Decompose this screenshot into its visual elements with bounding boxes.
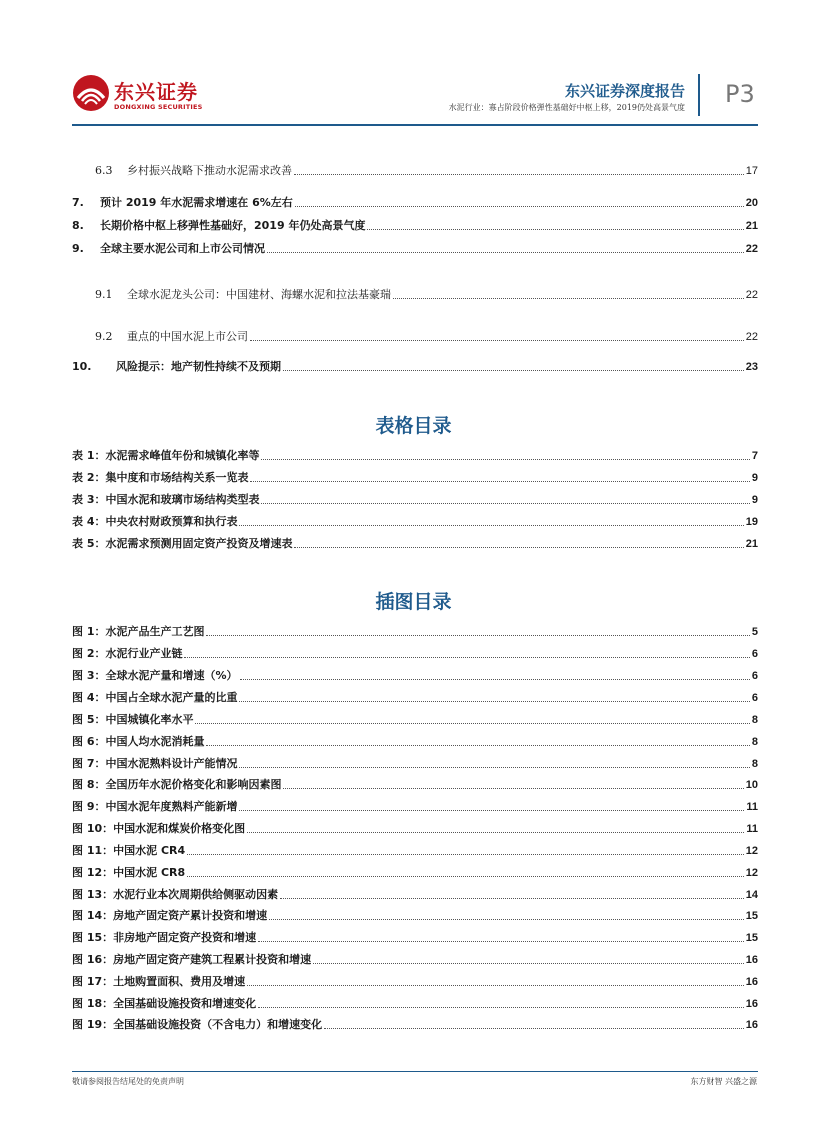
figure-toc-page: 8 [751, 714, 758, 726]
table-toc-page: 19 [745, 516, 758, 528]
toc-leader-dots [240, 679, 750, 680]
figure-toc-label: 图 11：中国水泥 CR4 [72, 844, 186, 857]
toc-leader-dots [247, 832, 744, 833]
figure-toc-entry[interactable] [72, 776, 758, 792]
figure-toc-entry[interactable] [72, 689, 758, 705]
figure-toc-page: 6 [751, 692, 758, 704]
figure-toc-page: 15 [745, 932, 758, 944]
toc-entry[interactable] [72, 217, 758, 233]
table-toc-label: 表 3：中国水泥和玻璃市场结构类型表 [72, 493, 260, 506]
figure-toc-entry[interactable] [72, 1016, 758, 1032]
table-toc-entry[interactable] [72, 513, 758, 529]
toc-leader-dots [261, 503, 749, 504]
table-toc-page: 9 [751, 472, 758, 484]
figure-toc-entry[interactable] [72, 973, 758, 989]
figure-toc-page: 16 [745, 1019, 758, 1031]
toc-leader-dots [295, 206, 744, 207]
toc-entry-page: 22 [745, 243, 758, 255]
toc-leader-dots [206, 635, 749, 636]
figure-toc-page: 16 [745, 954, 758, 966]
figure-toc-label: 图 17：土地购置面积、费用及增速 [72, 975, 246, 988]
figure-toc-entry[interactable] [72, 907, 758, 923]
figure-toc-page: 12 [745, 845, 758, 857]
toc-entry-number: 9.2 [95, 330, 113, 343]
toc-leader-dots [187, 876, 744, 877]
toc-leader-dots [195, 723, 749, 724]
toc-entry-label: 全球主要水泥公司和上市公司情况 [100, 242, 265, 255]
figure-toc-label: 图 10：中国水泥和煤炭价格变化图 [72, 822, 246, 835]
figure-toc-label: 图 19：全国基础设施投资（不含电力）和增速变化 [72, 1018, 323, 1031]
figure-toc-entry[interactable] [72, 798, 758, 814]
toc-entry-page: 21 [745, 220, 758, 232]
report-title: 东兴证券深度报告 [564, 82, 685, 100]
figure-toc-page: 16 [745, 976, 758, 988]
toc-entry-number: 9. [72, 242, 84, 255]
figure-toc-page: 11 [746, 823, 758, 835]
toc-leader-dots [239, 810, 744, 811]
toc-leader-dots [206, 745, 749, 746]
figure-toc-entry[interactable] [72, 886, 758, 902]
figure-toc-label: 图 9：中国水泥年度熟料产能新增 [72, 800, 238, 813]
tables-toc-title: 表格目录 [375, 415, 452, 437]
table-toc-label: 表 5：水泥需求预测用固定资产投资及增速表 [72, 537, 293, 550]
figure-toc-label: 图 8：全国历年水泥价格变化和影响因素图 [72, 778, 282, 791]
figure-toc-page: 16 [745, 998, 758, 1010]
company-logo [72, 74, 202, 118]
page-number: P3 [725, 80, 755, 108]
toc-leader-dots [258, 1007, 744, 1008]
toc-leader-dots [184, 657, 749, 658]
toc-leader-dots [367, 229, 743, 230]
toc-entry[interactable] [72, 358, 758, 374]
toc-leader-dots [269, 919, 744, 920]
toc-leader-dots [250, 340, 744, 341]
figure-toc-entry[interactable] [72, 929, 758, 945]
toc-entry-number: 7. [72, 196, 84, 209]
toc-leader-dots [261, 459, 749, 460]
figure-toc-label: 图 3：全球水泥产量和增速（%） [72, 669, 238, 682]
toc-entry-number: 8. [72, 219, 84, 232]
figure-toc-entry[interactable] [72, 842, 758, 858]
toc-entry[interactable] [72, 240, 758, 256]
figure-toc-entry[interactable] [72, 864, 758, 880]
figure-toc-page: 10 [745, 779, 758, 791]
toc-entry-number: 10. [72, 360, 92, 373]
figure-toc-page: 6 [751, 670, 758, 682]
toc-entry[interactable] [95, 328, 758, 344]
toc-leader-dots [267, 252, 744, 253]
figure-toc-entry[interactable] [72, 755, 758, 771]
toc-leader-dots [280, 898, 744, 899]
toc-entry[interactable] [95, 286, 758, 302]
footer-slogan: 东方财智 兴盛之源 [690, 1077, 757, 1086]
table-toc-page: 9 [751, 494, 758, 506]
toc-entry-label: 重点的中国水泥上市公司 [127, 330, 248, 343]
table-toc-entry[interactable] [72, 469, 758, 485]
figure-toc-page: 5 [751, 626, 758, 638]
figure-toc-page: 6 [751, 648, 758, 660]
dongxing-logo-icon [72, 74, 110, 112]
figure-toc-page: 15 [745, 910, 758, 922]
figure-toc-label: 图 18：全国基础设施投资和增速变化 [72, 997, 257, 1010]
figure-toc-label: 图 14：房地产固定资产累计投资和增速 [72, 909, 268, 922]
toc-leader-dots [393, 298, 744, 299]
toc-entry-label: 乡村振兴战略下推动水泥需求改善 [127, 164, 292, 177]
page-header [0, 0, 827, 130]
figure-toc-entry[interactable] [72, 995, 758, 1011]
toc-leader-dots [313, 963, 744, 964]
toc-entry[interactable] [95, 162, 758, 178]
figure-toc-page: 8 [751, 736, 758, 748]
figure-toc-entry[interactable] [72, 951, 758, 967]
toc-entry-number: 9.1 [95, 288, 113, 301]
figure-toc-entry[interactable] [72, 623, 758, 639]
figure-toc-label: 图 13：水泥行业本次周期供给侧驱动因素 [72, 888, 279, 901]
toc-leader-dots [250, 481, 749, 482]
table-toc-page: 21 [745, 538, 758, 550]
figure-toc-label: 图 5：中国城镇化率水平 [72, 713, 194, 726]
figure-toc-label: 图 15：非房地产固定资产投资和增速 [72, 931, 257, 944]
toc-entry-number: 6.3 [95, 164, 113, 177]
toc-entry-page: 20 [745, 197, 758, 209]
toc-leader-dots [283, 788, 743, 789]
table-toc-entry[interactable] [72, 491, 758, 507]
figure-toc-label: 图 12：中国水泥 CR8 [72, 866, 186, 879]
figure-toc-entry[interactable] [72, 667, 758, 683]
toc-leader-dots [294, 174, 744, 175]
figure-toc-entry[interactable] [72, 733, 758, 749]
footer-rule [72, 1071, 758, 1072]
figure-toc-label: 图 7：中国水泥熟料设计产能情况 [72, 757, 238, 770]
header-divider [698, 74, 700, 116]
toc-leader-dots [239, 525, 743, 526]
figure-toc-label: 图 2：水泥行业产业链 [72, 647, 183, 660]
figure-toc-entry[interactable] [72, 711, 758, 727]
toc-entry-page: 17 [745, 165, 758, 177]
figure-toc-page: 12 [745, 867, 758, 879]
figure-toc-page: 14 [745, 889, 758, 901]
toc-entry-label: 全球水泥龙头公司：中国建材、海螺水泥和拉法基豪瑞 [127, 288, 391, 301]
figure-toc-label: 图 4：中国占全球水泥产量的比重 [72, 691, 238, 704]
logo-chinese-name: 东兴证券 [114, 80, 198, 104]
figure-toc-entry[interactable] [72, 645, 758, 661]
toc-entry-label: 长期价格中枢上移弹性基础好，2019 年仍处高景气度 [100, 219, 366, 232]
table-toc-label: 表 1：水泥需求峰值年份和城镇化率等 [72, 449, 260, 462]
figure-toc-page: 8 [751, 758, 758, 770]
toc-leader-dots [187, 854, 744, 855]
figure-toc-page: 11 [746, 801, 758, 813]
toc-leader-dots [239, 701, 749, 702]
footer-disclaimer: 敬请参阅报告结尾处的免责声明 [72, 1077, 184, 1086]
figure-toc-label: 图 6：中国人均水泥消耗量 [72, 735, 205, 748]
toc-leader-dots [247, 985, 744, 986]
toc-entry-page: 22 [745, 289, 758, 301]
figures-toc-title: 插图目录 [375, 591, 452, 613]
logo-english-name: DONGXING SECURITIES [114, 103, 203, 111]
toc-leader-dots [294, 547, 743, 548]
toc-entry-page: 22 [745, 331, 758, 343]
toc-entry-page: 23 [745, 361, 758, 373]
table-toc-label: 表 2：集中度和市场结构关系一览表 [72, 471, 249, 484]
figure-toc-label: 图 16：房地产固定资产建筑工程累计投资和增速 [72, 953, 312, 966]
toc-leader-dots [258, 941, 744, 942]
table-toc-page: 7 [751, 450, 758, 462]
table-toc-entry[interactable] [72, 535, 758, 551]
table-toc-entry[interactable] [72, 447, 758, 463]
toc-entry[interactable] [72, 194, 758, 210]
header-rule [72, 124, 758, 126]
toc-entry-label: 风险提示：地产韧性持续不及预期 [116, 360, 281, 373]
figure-toc-label: 图 1：水泥产品生产工艺图 [72, 625, 205, 638]
toc-leader-dots [283, 370, 744, 371]
report-subtitle: 水泥行业：寡占阶段价格弹性基础好中枢上移，2019仍处高景气度 [448, 103, 685, 112]
table-toc-label: 表 4：中央农村财政预算和执行表 [72, 515, 238, 528]
toc-leader-dots [239, 767, 749, 768]
toc-leader-dots [324, 1028, 744, 1029]
figure-toc-entry[interactable] [72, 820, 758, 836]
toc-entry-label: 预计 2019 年水泥需求增速在 6%左右 [100, 196, 293, 209]
